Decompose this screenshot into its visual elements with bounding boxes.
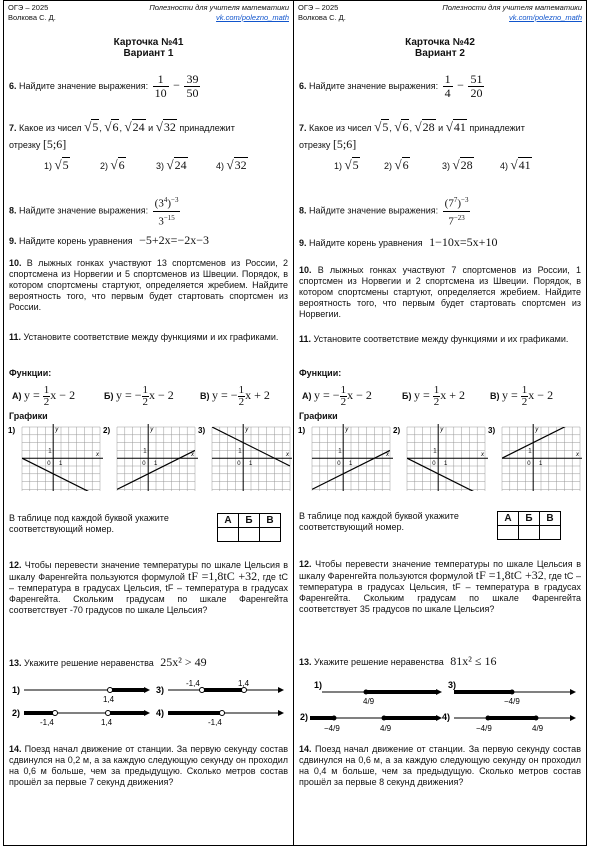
answer-table — [497, 511, 561, 540]
question-12: 12. Чтобы перевести значение температуры по шкале Цельсия в шкалу Фаренгейта пользуются формулой tF =1,8tC +32, где tC – температура в градусах Цельсия, tF – температура в градусах Фаренгейта. Скольким градусам по шкале Фаренгейта соответствует 35 градусов по шкале Цельсия? — [299, 559, 581, 614]
col-head-b: Б — [519, 512, 540, 526]
header-tagline: Полезности для учителя математики — [442, 3, 582, 12]
functions-list — [12, 382, 292, 406]
graph-2 — [407, 424, 488, 495]
tick-label: 1 — [539, 461, 543, 468]
graphs-row — [8, 423, 292, 495]
graph-3 — [502, 423, 582, 491]
graphs-label: Графики — [299, 411, 338, 421]
number-lines — [10, 677, 290, 727]
question-7: 7. Какое из чисел √5, √6, √24 и √32 принадлежит отрезку [5;6] — [9, 119, 235, 151]
function-a: А) y = − $\frac{1}{2}$ x − 2 — [302, 384, 372, 408]
tick-label: −4/9 — [476, 724, 492, 733]
card-variant: Вариант 1 — [123, 48, 174, 59]
option-label: 1) — [314, 680, 323, 690]
page-header — [8, 3, 289, 25]
option-label: 4) — [156, 708, 165, 718]
question-14: 14. Поезд начал движение от станции. За первую секунду состав сдвинулся на 0,6 м, а за каждую следующую секунду он проходил на 0,4 м больше, чем за предыдущую. Сколько метров состав прошёл за первые 8 секунд движения? — [299, 744, 581, 787]
question-10: 10. В лыжных гонках участвуют 13 спортсменов из России, 2 спортсмена из Норвегии и 5 спортсменов из Швеции. Порядок, в котором спортсмены стартуют, определяется жребием. Найдите вероятность того, что первым будет стартовать спортсмен из России. — [9, 258, 288, 312]
tick-label: −4/9 — [324, 724, 340, 733]
tick-label: 1 — [433, 448, 437, 455]
question-10: 10. В лыжных гонках участвуют 7 спортсменов из России, 1 спортсмен из Норвегии и 2 спортсмена из Швеции. Порядок, в котором спортсмены стартуют, определяется жребием. Найдите вероятность того, что первым будет стартовать спортсмен из Норвегии. — [299, 265, 581, 319]
answer-table — [217, 513, 281, 542]
fraction: $\frac{1}{10}$ — [154, 72, 167, 100]
axis-x-label: x — [576, 452, 579, 459]
question-8: 8. Найдите значение выражения: $\frac{(3^4)^{-3}}{3^{-15}}$ — [9, 196, 179, 228]
origin-label: 0 — [527, 461, 531, 468]
tick-label: 1 — [154, 461, 158, 468]
fraction: $\frac{1}{4}$ — [444, 72, 451, 100]
answer-option[interactable]: 4) √32 — [216, 157, 247, 172]
graph-2 — [117, 424, 198, 491]
origin-label: 0 — [237, 461, 241, 468]
number-lines — [300, 679, 580, 739]
graph-label: 3) — [198, 426, 206, 435]
graphs-label: Графики — [9, 411, 48, 421]
card-42 — [294, 1, 586, 845]
card-variant: Вариант 2 — [415, 48, 465, 59]
header-tagline: Полезности для учителя математики — [149, 3, 289, 12]
tick-label: -1,4 — [208, 718, 222, 727]
graphs-row — [298, 423, 582, 495]
col-head-c: В — [540, 512, 561, 526]
graph-label: 3) — [488, 426, 496, 435]
answer-option[interactable]: 4) √41 — [500, 157, 531, 172]
question-8: 8. Найдите значение выражения: $\frac{(7^7)^{-3}}{7^{-23}}$ — [299, 196, 469, 228]
vk-link[interactable]: vk.com/polezno_math — [216, 12, 289, 22]
question-12: 12. Чтобы перевести значение температуры по шкале Цельсия в шкалу Фаренгейта пользуются формулой tF =1,8tC +32, где tC – температура в градусах Цельсия, tF – температура в градусах Фаренгейта. Скольким градусам по шкале Фаренгейта соответствует -70 градусов по шкале Цельсия? — [9, 560, 288, 615]
tick-label: 1 — [143, 448, 147, 455]
author-label: Волкова С. Д. — [298, 12, 346, 22]
col-head-c: В — [260, 514, 281, 528]
question-6: 6. Найдите значение выражения: $\frac{1}{4}$ − $\frac{51}{20}$ — [299, 72, 483, 100]
answer-cell-c[interactable] — [540, 526, 561, 540]
option-label: 4) — [442, 712, 451, 722]
table-instructions: В таблице под каждой буквой укажите соответствующий номер. — [9, 513, 169, 534]
graph-3 — [212, 424, 292, 491]
question-7: 7. Какое из чисел √5, √6, √28 и √41 принадлежит отрезку [5;6] — [299, 119, 525, 151]
question-13: 13. Укажите решение неравенства 25x² > 49 — [9, 655, 207, 669]
vk-link[interactable]: vk.com/polezno_math — [509, 12, 582, 22]
graph-label: 2) — [103, 426, 111, 435]
option-label: 3) — [448, 680, 457, 690]
tick-label: 1 — [238, 448, 242, 455]
axis-x-label: x — [481, 452, 484, 459]
tick-label: 1 — [444, 461, 448, 468]
tick-label: 1 — [59, 461, 63, 468]
answer-option[interactable]: 3) √28 — [442, 157, 473, 172]
graphs-svg — [8, 423, 292, 495]
axis-y-label: y — [245, 427, 249, 433]
power-fraction: $\frac{(7^7)^{-3}}{7^{-23}}$ — [444, 196, 469, 228]
axis-x-label: x — [286, 452, 289, 459]
tick-label: 1,4 — [101, 718, 113, 727]
tick-label: 1 — [48, 448, 52, 455]
tick-label: -1,4 — [186, 679, 200, 688]
exam-label: ОГЭ – 2025 — [298, 3, 339, 12]
table-instructions: В таблице под каждой буквой укажите соответствующий номер. — [299, 511, 459, 532]
axis-x-label: x — [96, 452, 99, 459]
graphs-svg — [298, 423, 582, 495]
origin-label: 0 — [47, 461, 51, 468]
author-label: Волкова С. Д. — [8, 12, 56, 22]
function-a: А) y = $\frac{1}{2}$ x − 2 — [12, 384, 76, 408]
question-13: 13. Укажите решение неравенства 81x² ≤ 16 — [299, 654, 497, 668]
option-label: 2) — [12, 708, 21, 718]
question-9: 9. Найдите корень уравнения 1−10x=5x+10 — [299, 235, 498, 249]
origin-label: 0 — [142, 461, 146, 468]
axis-y-label: y — [55, 427, 59, 433]
option-label: 2) — [300, 712, 309, 722]
answer-cell-a[interactable] — [218, 528, 239, 542]
axis-x-label: x — [191, 452, 194, 459]
axis-y-label: y — [150, 427, 154, 433]
question-6: 6. Найдите значение выражения: $\frac{1}{10}$ − $\frac{39}{50}$ — [9, 72, 199, 100]
option-label: 1) — [12, 685, 21, 695]
col-head-b: Б — [239, 514, 260, 528]
tick-label: 1 — [249, 461, 253, 468]
question-14: 14. Поезд начал движение от станции. За первую секунду состав сдвинулся на 0,2 м, а за каждую следующую секунду он проходил на 0,6 м больше, чем за предыдущую. Сколько метров состав прошёл за первые 7 секунд движения? — [9, 744, 288, 787]
graph-1 — [22, 424, 103, 495]
answer-cell-b[interactable] — [519, 526, 540, 540]
answer-option[interactable]: 2) √6 — [384, 157, 409, 172]
question-11: 11. Установите соответствие между функциями и их графиками. — [9, 332, 279, 342]
function-b: Б) y = − $\frac{1}{2}$ x − 2 — [104, 384, 174, 408]
functions-list — [302, 382, 582, 406]
fraction: $\frac{51}{20}$ — [470, 72, 483, 100]
tick-label: 1 — [338, 448, 342, 455]
function-c: В) y = $\frac{1}{2}$ x − 2 — [490, 384, 554, 408]
tick-label: 1 — [349, 461, 353, 468]
axis-y-label: y — [345, 427, 349, 433]
col-head-a: А — [498, 512, 519, 526]
answer-cell-a[interactable] — [498, 526, 519, 540]
card-41 — [4, 1, 294, 845]
q7-options — [334, 157, 574, 171]
function-b: Б) y = $\frac{1}{2}$ x + 2 — [402, 384, 466, 408]
answer-cell-c[interactable] — [260, 528, 281, 542]
tick-label: 1,4 — [103, 695, 115, 704]
power-fraction: $\frac{(3^4)^{-3}}{3^{-15}}$ — [154, 196, 179, 228]
fraction: $\frac{39}{50}$ — [186, 72, 199, 100]
tick-label: 4/9 — [363, 697, 375, 706]
worksheet-page — [3, 0, 587, 846]
tick-label: 1,4 — [238, 679, 250, 688]
col-head-a: А — [218, 514, 239, 528]
tick-label: 4/9 — [532, 724, 544, 733]
graph-1 — [312, 424, 393, 491]
axis-y-label: y — [440, 427, 444, 433]
q7-options — [44, 157, 284, 171]
tick-label: −4/9 — [504, 697, 520, 706]
graph-label: 1) — [8, 426, 16, 435]
option-label: 3) — [156, 685, 165, 695]
answer-option[interactable]: 3) √24 — [156, 157, 187, 172]
origin-label: 0 — [337, 461, 341, 468]
card-title: Карточка №41 — [113, 37, 184, 48]
answer-option[interactable]: 1) √5 — [44, 157, 69, 172]
axis-x-label: x — [386, 452, 389, 459]
answer-option[interactable]: 1) √5 — [334, 157, 359, 172]
exam-label: ОГЭ – 2025 — [8, 3, 49, 12]
question-9: 9. Найдите корень уравнения −5+2x=−2x−3 — [9, 233, 209, 247]
axis-y-label: y — [535, 427, 539, 433]
page-header — [298, 3, 582, 25]
function-c: В) y = − $\frac{1}{2}$ x + 2 — [200, 384, 270, 408]
graph-label: 2) — [393, 426, 401, 435]
graph-label: 1) — [298, 426, 306, 435]
answer-option[interactable]: 2) √6 — [100, 157, 125, 172]
question-11: 11. Установите соответствие между функциями и их графиками. — [299, 334, 569, 344]
functions-label: Функции: — [299, 368, 342, 378]
card-title: Карточка №42 — [405, 37, 475, 48]
tick-label: 4/9 — [380, 724, 392, 733]
answer-cell-b[interactable] — [239, 528, 260, 542]
tick-label: 1 — [528, 448, 532, 455]
tick-label: -1,4 — [40, 718, 54, 727]
origin-label: 0 — [432, 461, 436, 468]
functions-label: Функции: — [9, 368, 52, 378]
